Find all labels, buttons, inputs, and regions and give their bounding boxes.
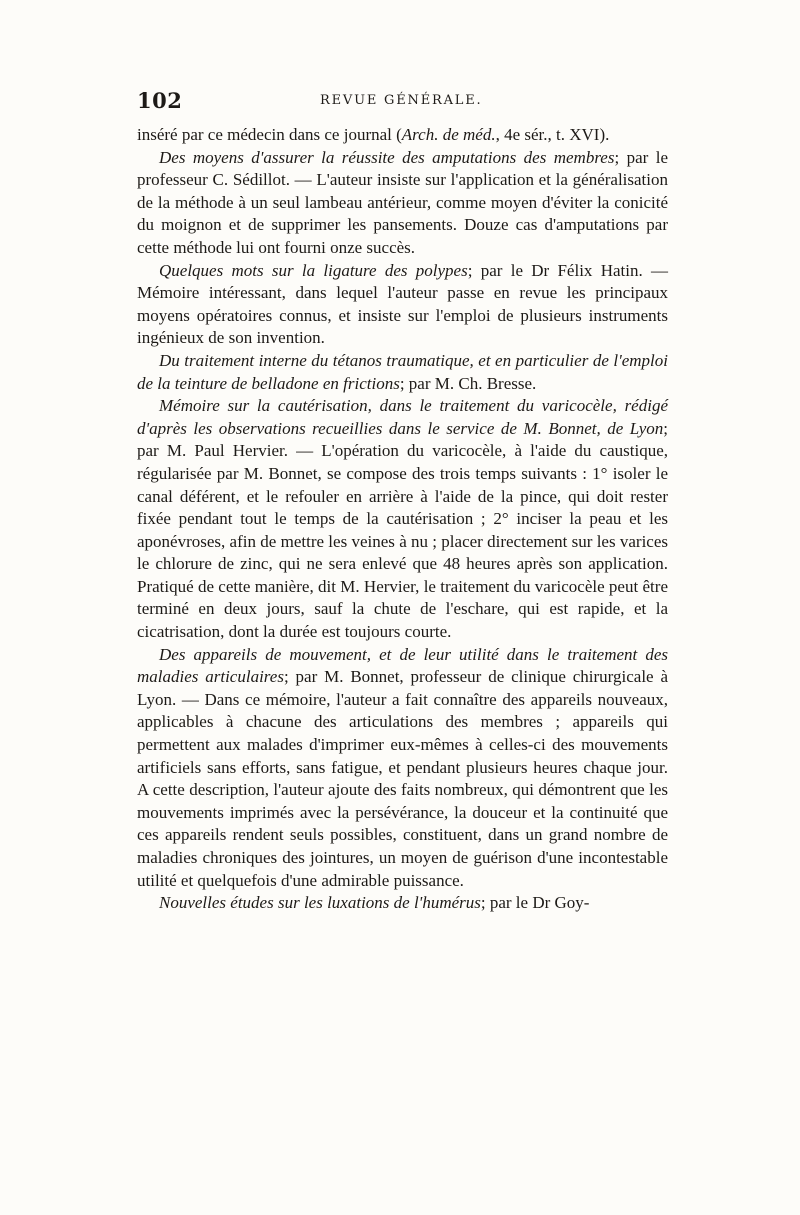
- body-text: [137, 124, 668, 915]
- paragraph-continuation: [137, 124, 668, 147]
- entry-title: Mémoire sur la cautérisation, dans le traitement du varicocèle, rédigé d'après les observations recueillies dans le service de M. Bonnet, de Lyon: [137, 396, 668, 438]
- entry-amputations: [137, 147, 668, 260]
- page-header: [137, 88, 667, 118]
- entry-text: ; par le Dr Goy-: [480, 893, 590, 913]
- journal-reference: Arch. de méd.: [401, 125, 496, 144]
- page-number: 102: [137, 88, 183, 113]
- entry-title: Des moyens d'assurer la réussite des amputations des membres: [159, 147, 615, 167]
- reference-details: , 4e sér., t. XVI).: [495, 125, 610, 144]
- paragraph-text: inséré par ce médecin dans ce journal (: [137, 125, 402, 144]
- entry-text: ; par M. Ch. Bresse.: [399, 373, 537, 393]
- entry-text: ; par M. Paul Hervier. — L'opération du varicocèle, à l'aide du caustique, régularisée par M. Bonnet, se compose des trois temps suivants : 1° isoler le canal déférent, et le refouler en arrière à l'aide de la pince, qui doit rester fixée pendant tout le temps de la cautérisation ; 2° inciser la peau et les aponévroses, afin de mettre les veines à nu ; placer directement sur les varices le chlorure de zinc, qui ne sera enlevé que 48 heures après son application. Pratiqué de cette manière, dit M. Hervier, le traitement du varicocèle peut être terminé en deux jours, sauf la chute de l'eschare, qui est rapide, et la cicatrisation, dont la durée est toujours courte.: [137, 418, 668, 642]
- entry-text: ; par le professeur C. Sédillot. — L'auteur insiste sur l'application et la généralisation de la méthode à un seul lambeau antérieur, comme moyen d'éviter la conicité du moignon et de supprimer les pansements. Douze cas d'amputations par cette méthode lui ont fourni onze succès.: [137, 147, 669, 257]
- entry-title: Des appareils de mouvement, et de leur utilité dans le traitement des maladies articulaires: [137, 644, 668, 687]
- entry-title: Du traitement interne du tétanos traumatique, et en particulier de l'emploi de la teinture de belladone en frictions: [137, 350, 668, 393]
- entry-title: Nouvelles études sur les luxations de l'humérus: [159, 893, 481, 913]
- entry-appareils: [137, 644, 668, 893]
- entry-title: Quelques mots sur la ligature des polypes: [159, 260, 468, 280]
- entry-text: ; par le Dr Félix Hatin. — Mémoire intéressant, dans lequel l'auteur passe en revue les principaux moyens opératoires connus, et insiste sur l'emploi de plusieurs instruments ingénieux de son invention.: [137, 260, 668, 348]
- entry-text: ; par M. Bonnet, professeur de clinique chirurgicale à Lyon. — Dans ce mémoire, l'auteur a fait connaître des appareils nouveaux, applicables à chacune des articulations des membres ; appareils qui permettent aux malades d'imprimer eux-mêmes à celles-ci des mouvements artificiels sans efforts, sans fatigue, et pendant plusieurs heures chaque jour. A cette description, l'auteur ajoute des faits nombreux, qui démontrent que les mouvements imprimés avec la persévérance, la douceur et la continuité que ces appareils rendent seuls possibles, constituent, dans un grand nombre de maladies chroniques des jointures, un moyen de guérison d'une incontestable utilité et quelquefois d'une admirable puissance.: [137, 667, 668, 890]
- entry-tetanos: [137, 350, 668, 395]
- entry-polypes: [137, 260, 668, 350]
- running-head: REVUE GÉNÉRALE.: [320, 93, 483, 108]
- entry-cauterisation: [137, 395, 668, 644]
- entry-luxations: [137, 892, 668, 915]
